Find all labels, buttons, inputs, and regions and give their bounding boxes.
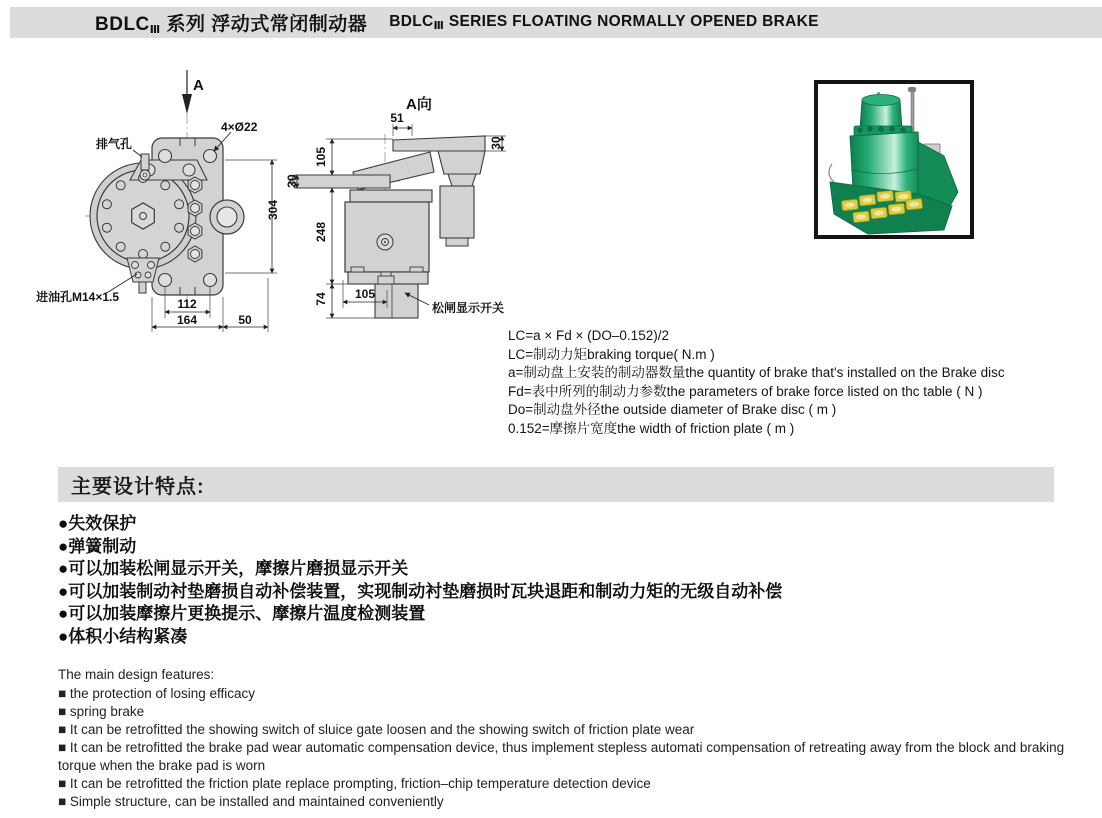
features-heading-zh: 主要设计特点: — [71, 476, 205, 498]
formula-line: a=制动盘上安装的制动器数量the quantity of brake that's installed on the Brake disc — [508, 365, 1005, 381]
release-switch-label: 松闸显示开关 — [432, 301, 505, 315]
dim-51: 51 — [390, 111, 404, 125]
feature-item-zh: ●可以加装松闸显示开关，摩擦片磨损显示开关 — [58, 559, 409, 578]
feature-item-en: ■ It can be retrofitted the friction plate replace prompting, friction–chip temperature detection device — [58, 776, 651, 791]
exhaust-hole-label: 排气孔 — [96, 137, 133, 151]
formula-line: Fd=表中所列的制动力参数the parameters of brake force listed on thc table ( N ) — [508, 383, 983, 399]
dim-30-arm: 30 — [285, 174, 299, 188]
series-name-en: SERIES FLOATING NORMALLY OPENED BRAKE — [448, 13, 819, 30]
model-series-numeral-en: Ⅲ — [433, 20, 445, 32]
side-view-label: A向 — [406, 96, 432, 113]
feature-item-en: ■ spring brake — [58, 704, 145, 719]
page-title-zh — [95, 9, 367, 36]
dim-248: 248 — [314, 221, 328, 243]
feature-item-en: ■ Simple structure, can be installed and maintained conveniently — [58, 794, 444, 809]
feature-item-en: ■ It can be retrofitted the brake pad wear automatic compensation device, thus implement stepless automati compensation of retreating away from the block and braking torque when the brake pad is worn — [58, 740, 1065, 773]
feature-item-en: ■ It can be retrofitted the showing switch of sluice gate loosen and the showing switch of friction plate wear — [58, 722, 695, 737]
feature-item-zh: ●弹簧制动 — [58, 536, 137, 556]
view-arrow-label: A — [193, 77, 204, 94]
features-list-en — [58, 685, 1102, 811]
model-series-numeral: Ⅲ — [149, 24, 161, 36]
page-title-en — [389, 13, 819, 32]
model-code: BDLC — [95, 14, 150, 35]
feature-item-zh: ●失效保护 — [58, 514, 137, 533]
product-photo — [814, 80, 974, 239]
bolt-holes-label: 4×Ø22 — [221, 120, 258, 134]
features-list-zh — [58, 513, 1102, 648]
dim-50: 50 — [238, 313, 252, 327]
brake-photo-illustration — [818, 84, 970, 235]
dim-30-plate: 30 — [489, 136, 503, 150]
dim-74: 74 — [314, 292, 328, 306]
dim-105-bottom: 105 — [354, 287, 376, 301]
dim-304: 304 — [266, 199, 280, 221]
formula-line: LC=a × Fd × (DO–0.152)/2 — [508, 328, 669, 343]
front-view-drawing — [25, 68, 295, 338]
features-heading-en: The main design features: — [58, 667, 215, 682]
side-view-drawing — [285, 88, 518, 323]
formula-line: Do=制动盘外径the outside diameter of Brake disc ( m ) — [508, 402, 837, 418]
feature-item-en: ■ the protection of losing efficacy — [58, 686, 256, 701]
series-name-zh: 系列 浮动式常闭制动器 — [166, 14, 368, 35]
feature-item-zh: ●可以加装摩擦片更换提示、摩擦片温度检测装置 — [58, 604, 426, 623]
feature-item-zh: ●可以加装制动衬垫磨损自动补偿装置，实现制动衬垫磨损时瓦块退距和制动力矩的无级自动补偿 — [58, 581, 783, 601]
formula-line: 0.152=摩擦片宽度the width of friction plate ( m ) — [508, 420, 795, 436]
dim-105-upper: 105 — [314, 146, 328, 168]
model-code-en: BDLC — [389, 13, 434, 30]
formula-block — [508, 327, 1100, 439]
formula-line: LC=制动力矩braking torque( N.m ) — [508, 346, 715, 362]
oil-inlet-label: 进油孔M14×1.5 — [36, 290, 120, 304]
title-bar — [10, 7, 1102, 38]
features-heading-bar — [58, 467, 1054, 502]
feature-item-zh: ●体积小结构紧凑 — [58, 626, 188, 646]
dim-112: 112 — [177, 297, 197, 311]
dim-164: 164 — [176, 313, 198, 327]
